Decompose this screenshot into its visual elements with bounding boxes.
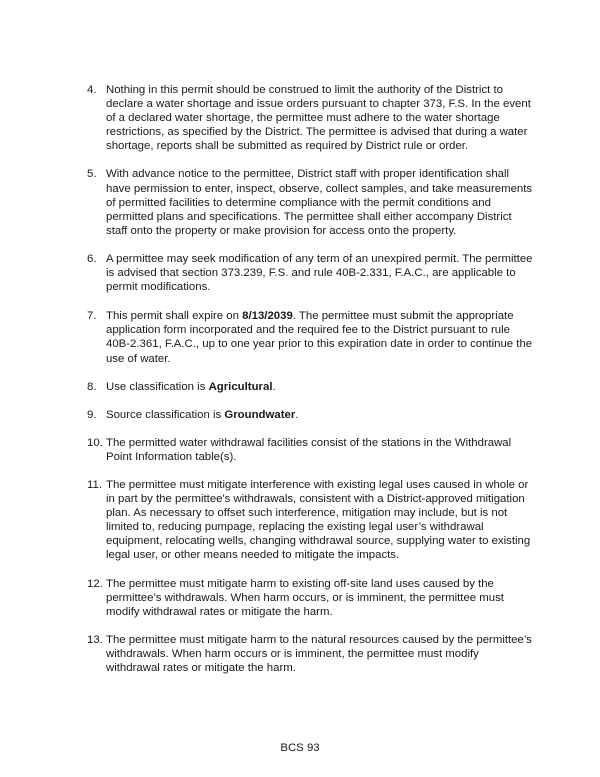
condition-text: [106, 380, 535, 394]
condition-text: [106, 309, 535, 365]
condition-text: [106, 408, 535, 422]
use-classification: Agricultural: [208, 380, 273, 393]
condition-number: 13.: [87, 633, 103, 646]
text-before: This permit shall expire on: [106, 310, 243, 323]
condition-8: [87, 380, 535, 394]
condition-number: 4.: [87, 84, 97, 96]
text-before: Use classification is: [106, 380, 209, 393]
condition-9: [87, 408, 535, 422]
text-before: Source classification is: [106, 408, 225, 421]
condition-5: [87, 167, 535, 237]
condition-7: [87, 309, 535, 365]
expiration-date: 8/13/2039: [242, 310, 293, 323]
condition-number: 6.: [87, 252, 97, 265]
condition-number: 11.: [87, 478, 102, 491]
condition-11: [87, 478, 535, 563]
condition-text: The permittee must mitigate harm to the natural resources caused by the permittee’s withdrawals. When harm occurs or is imminent, the permittee must modify withdrawal rates or mitigate the harm.: [106, 633, 532, 674]
condition-12: [87, 577, 535, 619]
text-after: .: [272, 380, 276, 393]
condition-text: With advance notice to the permittee, District staff with proper identification shall have permission to enter, inspect, observe, collect samples, and take measurements of permitted facilities to determine compliance with the permit conditions and permitted plans and specifications. The permittee shall either accompany District staff onto the property or make provision for access onto the property.: [106, 168, 533, 237]
condition-number: 12.: [87, 577, 103, 590]
condition-text: A permittee may seek modification of any term of an unexpired permit. The permittee is advised that section 373.239, F.S. and rule 40B-2.331, F.A.C., are applicable to permit modifications.: [106, 252, 533, 294]
condition-number: 8.: [87, 380, 97, 393]
condition-13: [87, 633, 535, 675]
condition-6: [87, 252, 535, 294]
condition-number: 7.: [87, 310, 97, 323]
source-classification: Groundwater: [224, 408, 296, 421]
condition-number: 9.: [87, 408, 97, 421]
text-after: . The permittee must submit the appropriate application form incorporated and the required fee to the District pursuant to rule 40B-2.361, F.A.C., up to one year prior to this expiration date in order to continue the use of water.: [106, 310, 533, 365]
condition-number: 10.: [87, 436, 103, 449]
condition-4: [87, 83, 535, 153]
condition-number: 5.: [87, 168, 97, 181]
condition-text: The permitted water withdrawal facilities consist of the stations in the Withdrawal Point Information table(s).: [106, 436, 512, 463]
text-after: .: [295, 408, 299, 421]
condition-text: Nothing in this permit should be construed to limit the authority of the District to declare a water shortage and issue orders pursuant to chapter 373, F.S. In the event of a declared water shortage, the permittee must adhere to the water shortage restrictions, as specified by the District. The permittee is advised that during a water shortage, reports shall be submitted as required by District rule or order.: [106, 84, 531, 153]
condition-text: The permittee must mitigate interference with existing legal uses caused in whole or in part by the permittee's withdrawals, consistent with a District-approved mitigation plan. As necessary to offset such interference, mitigation may include, but is not limited to, reducing pumpage, replacing the existing legal user’s withdrawal equipment, relocating wells, changing withdrawal source, supplying water to existing legal user, or other means needed to mitigate the impacts.: [106, 478, 531, 562]
page-footer: BCS 93: [280, 742, 320, 754]
permit-conditions-list: [87, 83, 535, 675]
condition-text: The permittee must mitigate harm to existing off-site land uses caused by the permittee’s withdrawals. When harm occurs, or is imminent, the permittee must modify withdrawal rates or mitigate the harm.: [106, 577, 504, 618]
condition-10: [87, 436, 535, 464]
